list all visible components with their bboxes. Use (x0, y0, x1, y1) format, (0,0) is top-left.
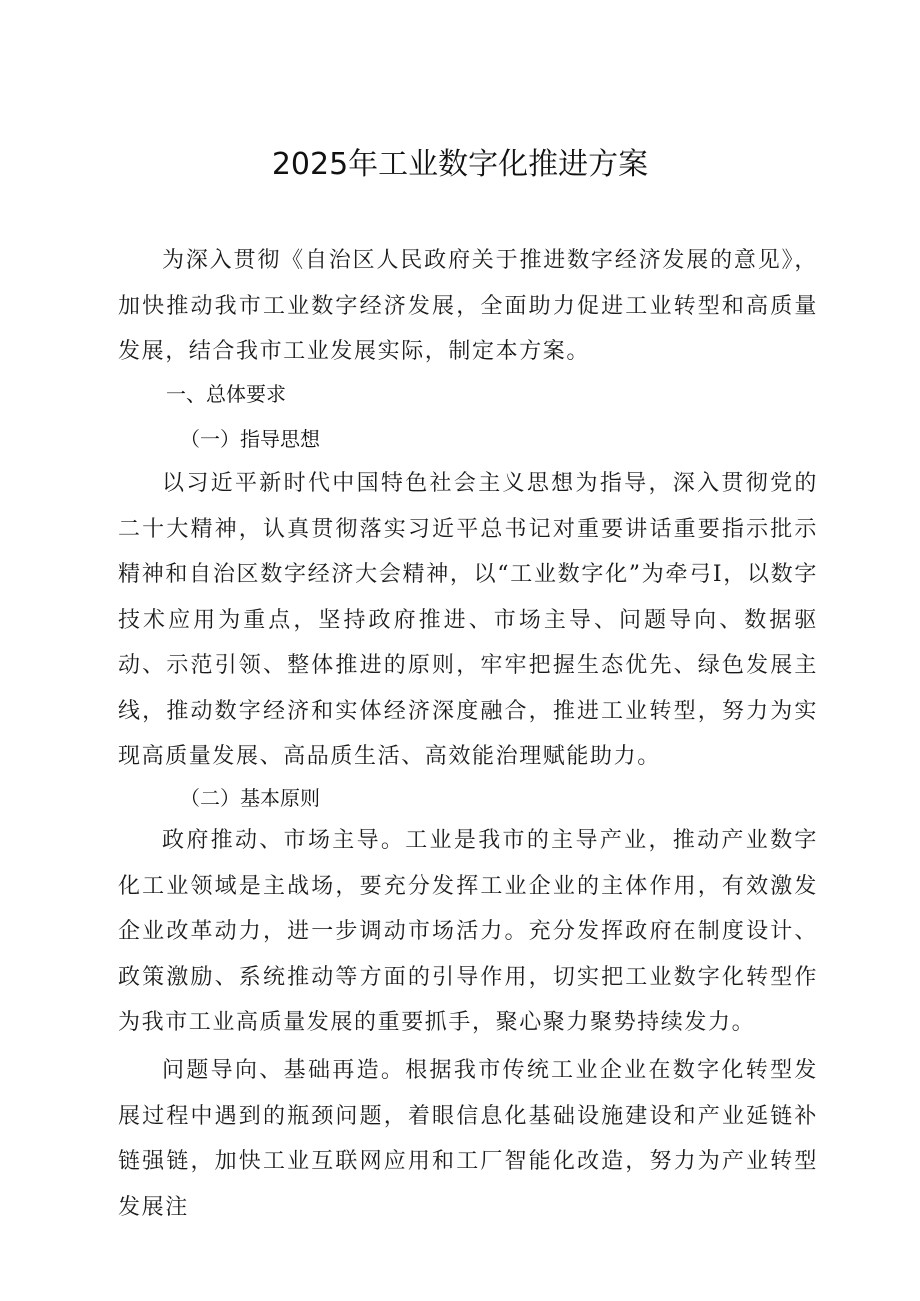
intro-paragraph: 为深入贯彻《自治区人民政府关于推进数字经济发展的意见》，加快推动我市工业数字经济发展，全面助力促进工业转型和高质量发展，结合我市工业发展实际，制定本方案。 (118, 248, 818, 364)
guiding-ideology-paragraph: 以习近平新时代中国特色社会主义思想为指导，深入贯彻党的二十大精神，认真贯彻落实习近平总书记对重要讲话重要指示批示精神和自治区数字经济大会精神，以“工业数字化”为牵弓I，以数字技术应用为重点，坚持政府推进、市场主导、问题导向、数据驱动、示范引领、整体推进的原则，牢牢把握生态优先、绿色发展主线，推动数字经济和实体经济深度融合，推进工业转型，努力为实现高质量发展、高品质生活、高效能治理赋能助力。 (118, 471, 818, 769)
subsection-heading-guiding-ideology: （一）指导思想 (180, 427, 320, 451)
principle-paragraph-government-market: 政府推动、市场主导。工业是我市的主导产业，推动产业数字化工业领域是主战场，要充分发挥工业企业的主体作用，有效激发企业改革动力，进一步调动市场活力。充分发挥政府在制度设计、政策激励、系统推动等方面的引导作用，切实把工业数字化转型作为我市工业高质量发展的重要抓手，聚心聚力聚势持续发力。 (118, 828, 818, 1035)
document-title: 2025年工业数字化推进方案 (271, 147, 649, 182)
section-heading-general-requirements: 一、总体要求 (166, 382, 286, 406)
principle-paragraph-problem-foundation: 问题导向、基础再造。根据我市传统工业企业在数字化转型发展过程中遇到的瓶颈问题，着眼信息化基础设施建设和产业延链补链强链，加快工业互联网应用和工厂智能化改造，努力为产业转型发展注 (118, 1058, 818, 1220)
subsection-heading-basic-principles: （二）基本原则 (180, 786, 320, 810)
